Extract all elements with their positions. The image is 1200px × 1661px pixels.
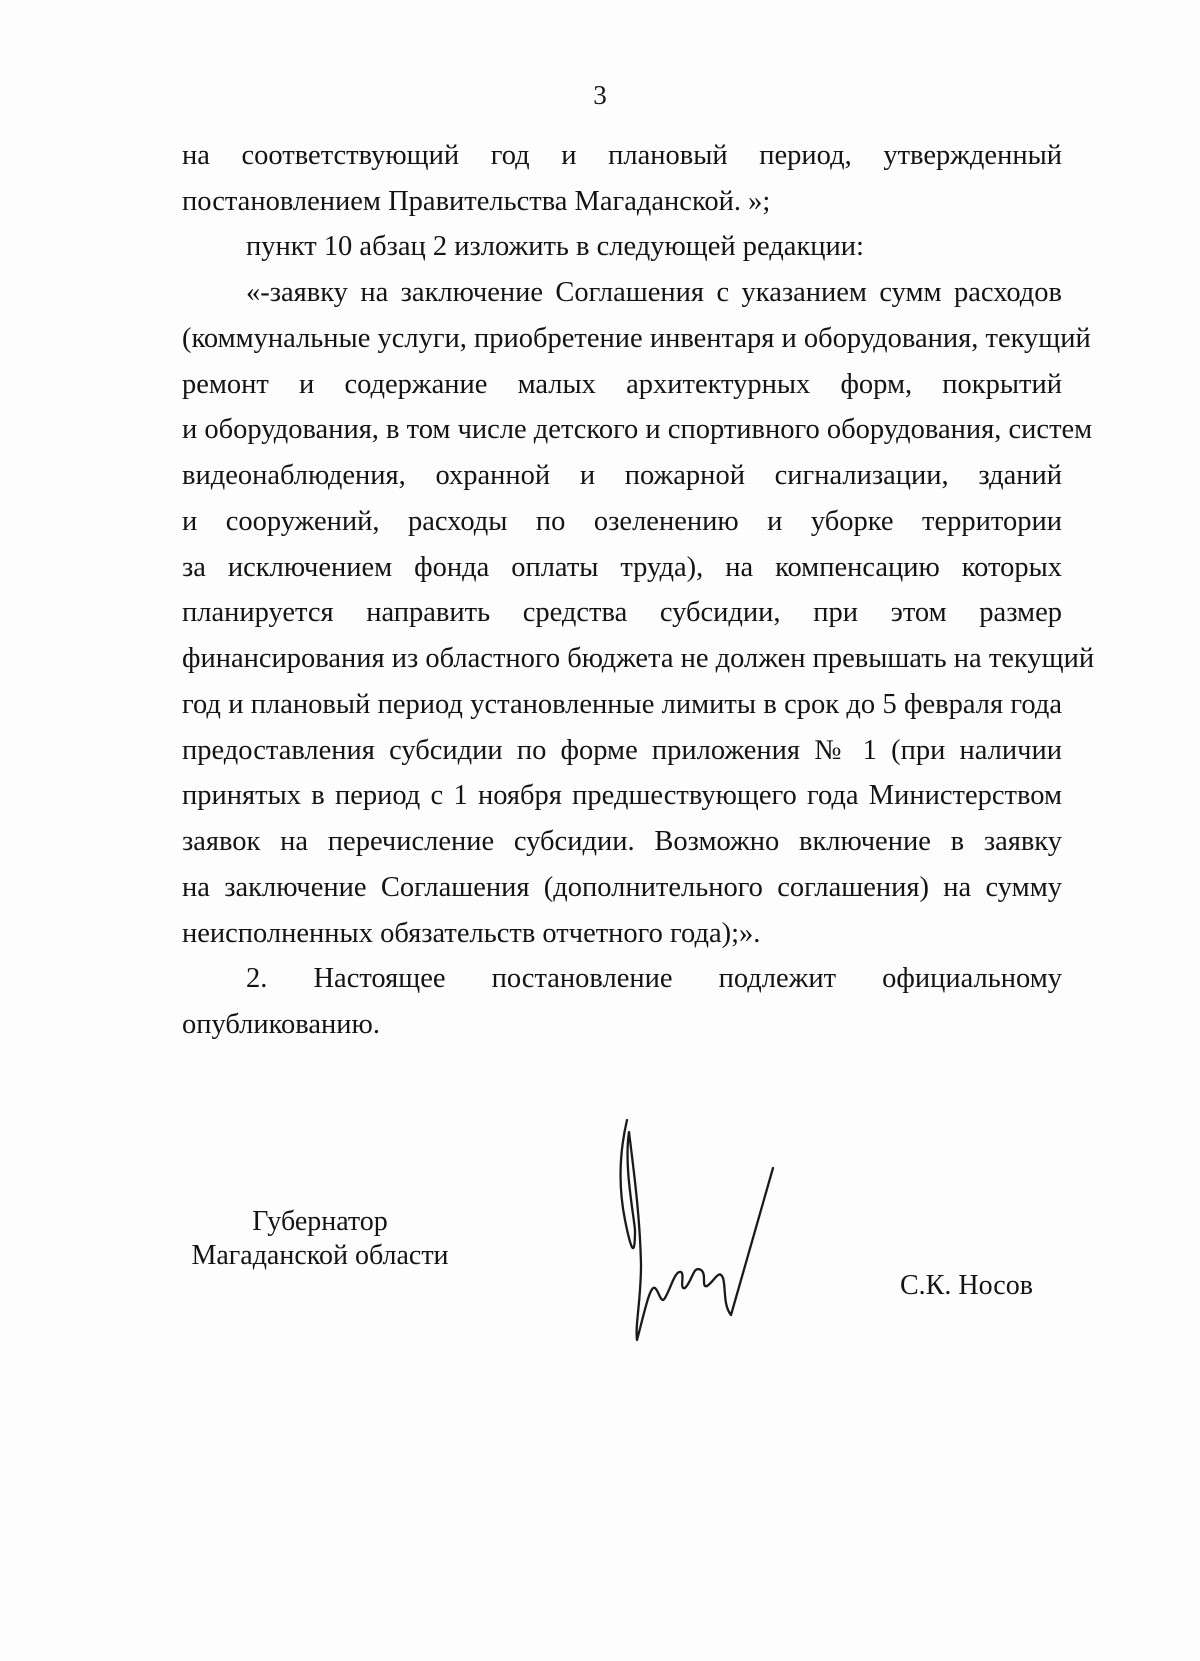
body-line: за исключением фонда оплаты труда), на компенсацию которых xyxy=(182,552,1062,583)
body-line: «-заявку на заключение Соглашения с указанием сумм расходов xyxy=(246,277,1062,308)
body-line: 2. Настоящее постановление подлежит официальному xyxy=(246,963,1062,994)
body-line: предоставления субсидии по форме приложения № 1 (при наличии xyxy=(182,735,1062,766)
signatory-name: С.К. Носов xyxy=(900,1270,1033,1301)
handwritten-signature xyxy=(615,1110,790,1350)
body-line: (коммунальные услуги, приобретение инвентаря и оборудования, текущий xyxy=(182,323,1091,354)
body-line: на соответствующий год и плановый период, утвержденный xyxy=(182,140,1062,171)
body-line: опубликованию. xyxy=(182,1009,380,1040)
body-line: неисполненных обязательств отчетного года);». xyxy=(182,918,761,949)
body-line: финансирования из областного бюджета не должен превышать на текущий xyxy=(182,643,1095,674)
signatory-title-line2: Магаданской области xyxy=(191,1240,449,1271)
body-line: ремонт и содержание малых архитектурных форм, покрытий xyxy=(182,369,1062,400)
body-line: видеонаблюдения, охранной и пожарной сигнализации, зданий xyxy=(182,460,1062,491)
body-line: принятых в период с 1 ноября предшествующего года Министерством xyxy=(182,780,1062,811)
body-line: пункт 10 абзац 2 изложить в следующей редакции: xyxy=(246,231,864,262)
body-line: год и плановый период установленные лимиты в срок до 5 февраля года xyxy=(182,689,1062,720)
signatory-title-line1: Губернатор xyxy=(252,1206,388,1237)
body-line: и оборудования, в том числе детского и спортивного оборудования, систем xyxy=(182,414,1093,445)
page-number: 3 xyxy=(593,80,607,110)
body-line: постановлением Правительства Магаданской. »; xyxy=(182,186,771,217)
body-line: на заключение Соглашения (дополнительного соглашения) на сумму xyxy=(182,872,1062,903)
body-line: и сооружений, расходы по озеленению и уборке территории xyxy=(182,506,1062,537)
body-line: заявок на перечисление субсидии. Возможно включение в заявку xyxy=(182,826,1062,857)
body-line: планируется направить средства субсидии, при этом размер xyxy=(182,597,1062,628)
